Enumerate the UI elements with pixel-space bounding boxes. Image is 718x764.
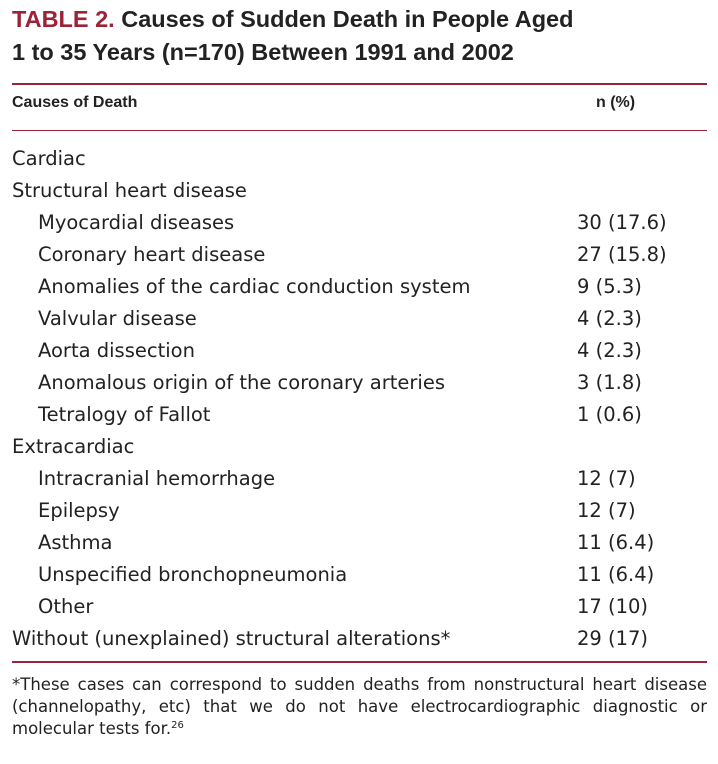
bottom-rule — [12, 661, 707, 663]
table-row — [12, 463, 707, 495]
table-row — [12, 495, 707, 527]
row-label: Without (unexplained) structural alterations* — [12, 627, 451, 650]
table-footnote — [12, 674, 707, 740]
row-value: 27 (15.8) — [577, 243, 667, 266]
table-header — [12, 94, 707, 118]
row-value: 4 (2.3) — [577, 339, 642, 362]
header-n-percent: n (%) — [596, 94, 636, 111]
table-container — [12, 0, 707, 738]
row-value: 4 (2.3) — [577, 307, 642, 330]
table-row — [12, 559, 707, 591]
table-row — [12, 431, 707, 463]
table-row — [12, 175, 707, 207]
row-label: Coronary heart disease — [38, 243, 266, 266]
table-row — [12, 335, 707, 367]
table-row — [12, 399, 707, 431]
header-causes: Causes of Death — [12, 94, 138, 111]
top-rule — [12, 83, 707, 85]
table-title — [12, 0, 707, 69]
row-label: Aorta dissection — [38, 339, 195, 362]
table-number: TABLE 2. — [12, 6, 115, 32]
table-row — [12, 207, 707, 239]
row-label: Structural heart disease — [12, 179, 247, 202]
row-label: Epilepsy — [38, 499, 120, 522]
table-row — [12, 367, 707, 399]
row-label: Tetralogy of Fallot — [38, 403, 211, 426]
footnote-reference: 26 — [171, 720, 184, 731]
row-label: Other — [38, 595, 94, 618]
table-row — [12, 303, 707, 335]
row-label: Intracranial hemorrhage — [38, 467, 276, 490]
footnote-text: *These cases can correspond to sudden deaths from nonstructural heart disease (channelopathy, etc) that we do not have electrocardiographic diagnostic or molecular tests for. — [12, 675, 707, 738]
row-label: Myocardial diseases — [38, 211, 235, 234]
row-label: Extracardiac — [12, 435, 135, 458]
row-value: 3 (1.8) — [577, 371, 642, 394]
row-label: Anomalous origin of the coronary arteries — [38, 371, 445, 394]
table-row — [12, 591, 707, 623]
table-row — [12, 271, 707, 303]
table-title-line1: Causes of Sudden Death in People Aged — [121, 6, 574, 32]
row-value: 9 (5.3) — [577, 275, 642, 298]
row-value: 12 (7) — [577, 467, 636, 490]
row-value: 30 (17.6) — [577, 211, 667, 234]
table-row — [12, 527, 707, 559]
table-row — [12, 239, 707, 271]
row-value: 12 (7) — [577, 499, 636, 522]
table-row — [12, 623, 707, 655]
row-value: 1 (0.6) — [577, 403, 642, 426]
table-body — [12, 143, 707, 655]
table-title-line2: 1 to 35 Years (n=170) Between 1991 and 2002 — [12, 39, 514, 65]
row-label: Anomalies of the cardiac conduction system — [38, 275, 471, 298]
row-value: 29 (17) — [577, 627, 649, 650]
row-label: Cardiac — [12, 147, 86, 170]
row-label: Asthma — [38, 531, 113, 554]
table-row — [12, 143, 707, 175]
row-label: Unspecified bronchopneumonia — [38, 563, 348, 586]
row-value: 17 (10) — [577, 595, 649, 618]
row-label: Valvular disease — [38, 307, 197, 330]
row-value: 11 (6.4) — [577, 531, 655, 554]
header-rule — [12, 130, 707, 131]
row-value: 11 (6.4) — [577, 563, 655, 586]
